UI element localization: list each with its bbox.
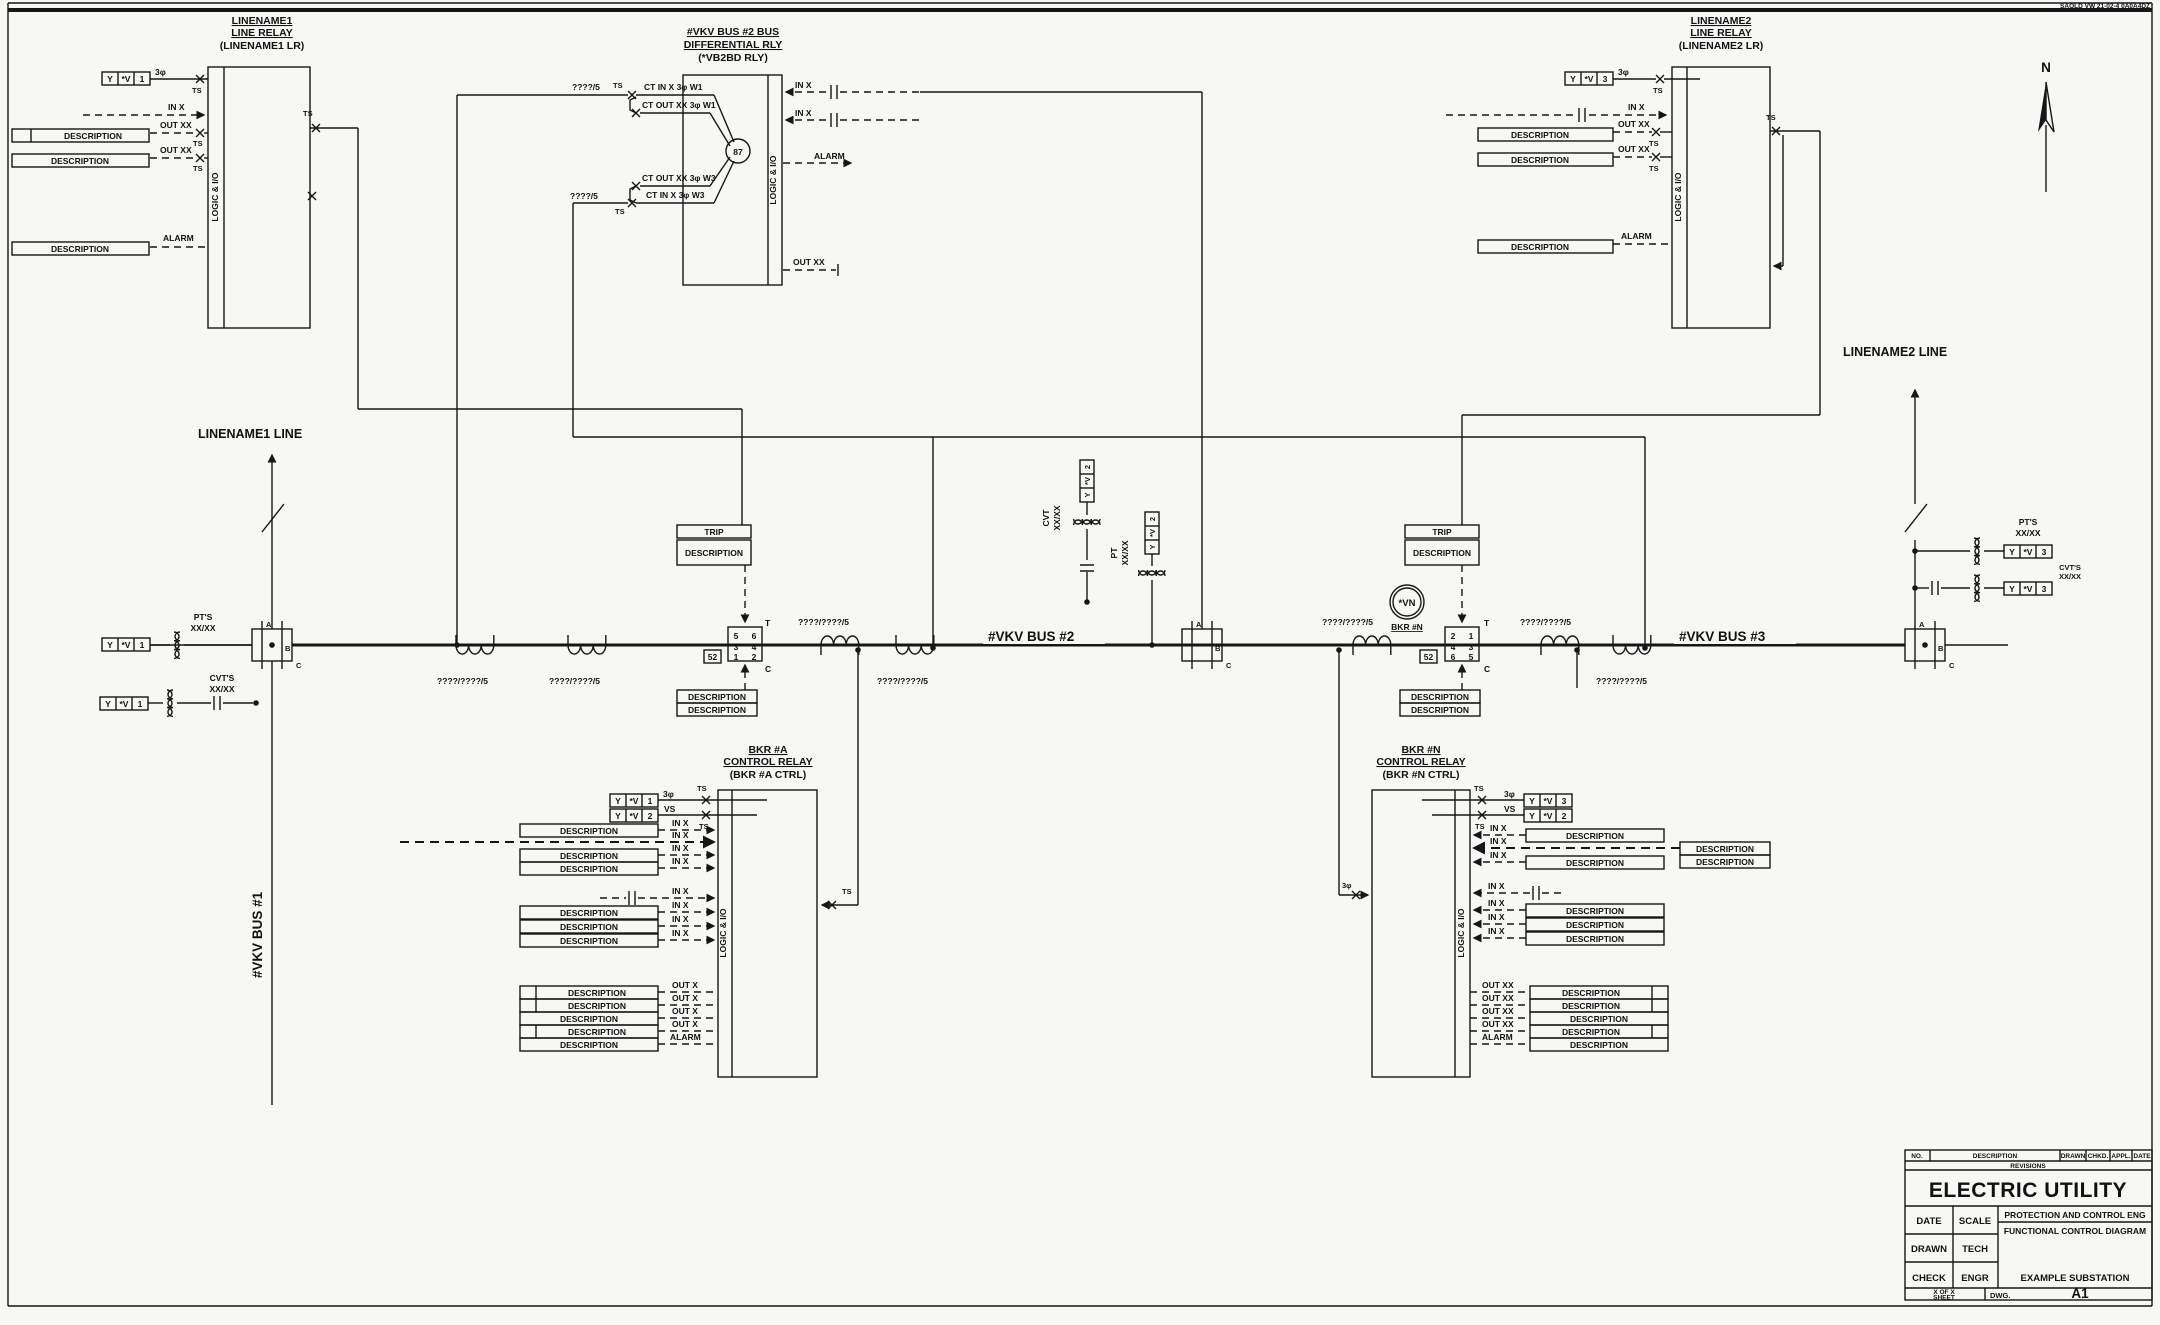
ct-ratio: ????/????/5	[549, 676, 600, 686]
cvts-ratio: XX/XX	[2058, 572, 2082, 581]
description-box: DESCRIPTION	[567, 1001, 627, 1011]
out-label: OUT XX	[1482, 1006, 1514, 1016]
device-cell: 2	[1083, 464, 1092, 470]
ts-label: TS	[1653, 86, 1663, 95]
close-description: DESCRIPTION	[687, 705, 747, 715]
ts-label: TS	[1649, 164, 1659, 173]
out-label: OUT X	[672, 980, 698, 990]
in-label: IN X	[1490, 836, 1507, 846]
bkr-a-control-relay	[400, 650, 858, 1077]
center-pt-tap	[1109, 512, 1165, 648]
device-cell: 2	[1561, 811, 1567, 821]
phase-label: 3φ	[1504, 789, 1515, 799]
pin: 1	[1468, 631, 1474, 641]
device-cell: Y	[107, 640, 113, 650]
vn-device: *VN	[1398, 598, 1416, 609]
ts-label: TS	[303, 109, 313, 118]
out-label: OUT XX	[1482, 980, 1514, 990]
device-cell: Y	[2009, 547, 2015, 557]
breaker-a	[677, 525, 771, 716]
pin: 3	[733, 642, 739, 652]
in-label: IN X	[672, 843, 689, 853]
relay-title: DIFFERENTIAL RLY	[683, 39, 783, 51]
out-label: OUT XX	[1618, 119, 1650, 129]
ts-label: TS	[193, 164, 203, 173]
linename1-line-riser	[198, 427, 302, 1105]
relay-title: LINE RELAY	[1690, 27, 1752, 39]
bkr-n-tag: BKR #N	[1391, 622, 1423, 632]
rev-col-drawn: DRAWN	[2060, 1153, 2086, 1160]
engr-cell: ENGR	[1961, 1273, 1989, 1284]
in-label: IN X	[672, 900, 689, 910]
phase-c-label: C	[296, 661, 302, 670]
linename1-relay	[12, 15, 358, 328]
relay-title: BKR #N	[1401, 744, 1441, 756]
linename2-line-riser	[1843, 345, 1947, 621]
device-cell: 1	[139, 640, 145, 650]
trip-description: DESCRIPTION	[1412, 548, 1472, 558]
ct-ratio: ????/????/5	[877, 676, 928, 686]
phase-b-label: B	[1215, 644, 1221, 653]
description-box: DESCRIPTION	[63, 131, 123, 141]
trip-terminal-label: T	[1484, 618, 1490, 628]
ct-out-w3: CT OUT XX 3φ W3	[642, 173, 716, 183]
in-label: IN X	[1488, 898, 1505, 908]
description-box: DESCRIPTION	[50, 156, 110, 166]
ts-label: TS	[842, 887, 852, 896]
description-box: DESCRIPTION	[559, 936, 619, 946]
center-cvt-tap	[1041, 460, 1100, 605]
device-cell: 1	[647, 796, 653, 806]
project-label: EXAMPLE SUBSTATION	[2020, 1273, 2130, 1284]
out-label: OUT XX	[793, 257, 825, 267]
logic-io-label: LOGIC & I/O	[1456, 908, 1466, 958]
cvt-ratio: XX/XX	[1052, 505, 1062, 531]
description-box: DESCRIPTION	[559, 922, 619, 932]
ct-ratio: ????/????/5	[1322, 617, 1373, 627]
vs-label: VS	[664, 804, 676, 814]
alarm-label: ALARM	[1482, 1032, 1513, 1042]
in-label: IN X	[672, 914, 689, 924]
rev-col-date: DATE	[2133, 1153, 2151, 1160]
in-label: IN X	[1488, 881, 1505, 891]
in-label: IN X	[1488, 926, 1505, 936]
relay-title: LINENAME2	[1690, 15, 1752, 27]
device-cell: *V	[121, 640, 131, 650]
north-label: N	[2041, 60, 2051, 75]
logic-io-label: LOGIC & I/O	[718, 908, 728, 958]
trip-box: TRIP	[704, 527, 724, 537]
close-terminal-label: C	[765, 664, 772, 674]
description-box: DESCRIPTION	[1695, 857, 1755, 867]
in-label: IN X	[672, 886, 689, 896]
bus2-differential-relay	[457, 26, 920, 285]
relay-title: (BKR #A CTRL)	[729, 769, 807, 781]
out-label: OUT XX	[1482, 1019, 1514, 1029]
ct-ratio: ????/????/5	[437, 676, 488, 686]
bus1-label: #VKV BUS #1	[250, 891, 265, 979]
description-box: DESCRIPTION	[559, 826, 619, 836]
description-box: DESCRIPTION	[559, 908, 619, 918]
out-label: OUT X	[672, 1019, 698, 1029]
description-box: DESCRIPTION	[1565, 906, 1625, 916]
phase-c-label: C	[1949, 661, 1955, 670]
out-label: OUT XX	[1482, 993, 1514, 1003]
phase-a-label: A	[266, 620, 272, 629]
device-cell: Y	[1570, 74, 1576, 84]
description-box: DESCRIPTION	[559, 1040, 619, 1050]
pin: 6	[751, 631, 757, 641]
linename2-line-label: LINENAME2 LINE	[1843, 345, 1948, 359]
phase-label: 3φ	[1618, 67, 1629, 77]
device-cell: Y	[107, 74, 113, 84]
relay-title: (BKR #N CTRL)	[1382, 769, 1460, 781]
description-box: DESCRIPTION	[1569, 1014, 1629, 1024]
bus3-label: #VKV BUS #3	[1679, 629, 1766, 644]
phase-b-label: B	[285, 644, 291, 653]
in-label: IN X	[1488, 912, 1505, 922]
vs-label: VS	[1504, 804, 1516, 814]
phase-c-label: C	[1226, 661, 1232, 670]
pt-label: PT	[1109, 547, 1119, 559]
relay-title: CONTROL RELAY	[1376, 756, 1466, 768]
52-device-label: 52	[707, 652, 718, 662]
relay-title: #VKV BUS #2 BUS	[686, 26, 780, 38]
in-label: IN X	[795, 108, 812, 118]
phase-label: 3φ	[1342, 881, 1352, 890]
description-box: DESCRIPTION	[1561, 1027, 1621, 1037]
pin: 1	[733, 652, 739, 662]
ct-ratio: ????/5	[572, 82, 600, 92]
device-cell: *V	[629, 811, 639, 821]
pts-label: PT'S	[2018, 517, 2038, 527]
ct-in-w3: CT IN X 3φ W3	[646, 190, 705, 200]
device-cell: *V	[1543, 811, 1553, 821]
out-label: OUT XX	[1618, 144, 1650, 154]
left-cvt-tap	[100, 673, 259, 716]
ts-label: TS	[615, 207, 625, 216]
in-label: IN X	[168, 102, 185, 112]
north-arrow	[2038, 60, 2054, 192]
logic-io-label: LOGIC & I/O	[210, 172, 220, 222]
trip-terminal-label: T	[765, 618, 771, 628]
device-cell: Y	[615, 796, 621, 806]
phase-a-label: A	[1919, 620, 1925, 629]
device-cell: *V	[1543, 796, 1553, 806]
alarm-label: ALARM	[1621, 231, 1652, 241]
close-description: DESCRIPTION	[1410, 705, 1470, 715]
relay-title: BKR #A	[748, 744, 788, 756]
relay-title: (LINENAME2 LR)	[1678, 40, 1764, 52]
pin: 4	[751, 642, 757, 652]
pt-ratio: XX/XX	[1120, 540, 1130, 566]
device-cell: Y	[1529, 796, 1535, 806]
out-label: OUT XX	[160, 145, 192, 155]
logic-io-label: LOGIC & I/O	[1673, 172, 1683, 222]
device-cell: *V	[1083, 477, 1092, 485]
device-cell: *V	[2023, 547, 2033, 557]
cvts-label: CVT'S	[209, 673, 235, 683]
device-cell: Y	[1148, 544, 1157, 550]
pin: 2	[751, 652, 757, 662]
linename1-line-label: LINENAME1 LINE	[198, 427, 303, 441]
device-cell: *V	[1148, 529, 1157, 537]
close-description: DESCRIPTION	[687, 692, 747, 702]
right-pt-tap	[1912, 517, 2052, 564]
device-cell: *V	[2023, 584, 2033, 594]
phase-label: 3φ	[155, 67, 166, 77]
device-cell: Y	[615, 811, 621, 821]
relay-title: LINENAME1	[231, 15, 293, 27]
pts-ratio: XX/XX	[2015, 528, 2041, 538]
title-block	[1905, 1150, 2152, 1302]
scale-cell: SCALE	[1958, 1216, 1992, 1227]
description-box: DESCRIPTION	[559, 851, 619, 861]
description-box: DESCRIPTION	[1565, 934, 1625, 944]
device-cell: 3	[1561, 796, 1567, 806]
87-element: 87	[733, 147, 743, 157]
pin: 5	[733, 631, 739, 641]
trip-box: TRIP	[1432, 527, 1452, 537]
cvts-label: CVT'S	[2059, 563, 2081, 572]
close-terminal-label: C	[1484, 664, 1491, 674]
description-box: DESCRIPTION	[559, 1014, 619, 1024]
phase-b-label: B	[1938, 644, 1944, 653]
company-name: ELECTRIC UTILITY	[1928, 1179, 2128, 1202]
device-cell: *V	[1584, 74, 1594, 84]
linename2-relay	[1446, 15, 1820, 328]
in-label: IN X	[672, 856, 689, 866]
alarm-label: ALARM	[814, 151, 845, 161]
description-box: DESCRIPTION	[1695, 844, 1755, 854]
in-label: IN X	[795, 80, 812, 90]
device-cell: 3	[1602, 74, 1608, 84]
sheet-label: SHEET	[1933, 1294, 1955, 1302]
description-box: DESCRIPTION	[1510, 155, 1570, 165]
check-cell: CHECK	[1912, 1273, 1946, 1284]
date-cell: DATE	[1916, 1216, 1942, 1227]
description-box: DESCRIPTION	[567, 1027, 627, 1037]
dept-label: PROTECTION AND CONTROL ENG	[2004, 1210, 2146, 1220]
description-box: DESCRIPTION	[1510, 242, 1570, 252]
device-cell: 3	[2041, 547, 2047, 557]
ts-label: TS	[697, 784, 707, 793]
phase-a-label: A	[1196, 620, 1202, 629]
description-box: DESCRIPTION	[1561, 988, 1621, 998]
pin: 3	[1468, 642, 1474, 652]
description-box: DESCRIPTION	[1565, 920, 1625, 930]
device-cell: *V	[629, 796, 639, 806]
ts-label: TS	[1475, 822, 1485, 831]
out-label: OUT XX	[160, 120, 192, 130]
logic-io-label: LOGIC & I/O	[768, 155, 778, 205]
bus2-label: #VKV BUS #2	[988, 629, 1075, 644]
pin: 6	[1450, 652, 1456, 662]
sheet-count: X OF X	[1933, 1289, 1955, 1296]
description-box: DESCRIPTION	[50, 244, 110, 254]
description-box: DESCRIPTION	[1510, 130, 1570, 140]
device-cell: *V	[119, 699, 129, 709]
in-label: IN X	[672, 830, 689, 840]
ct-in-w1: CT IN X 3φ W1	[644, 82, 703, 92]
ts-label: TS	[1766, 113, 1776, 122]
close-description: DESCRIPTION	[1410, 692, 1470, 702]
description-box: DESCRIPTION	[567, 988, 627, 998]
rev-col-chkd: CHKD.	[2087, 1153, 2109, 1160]
revisions-label: REVISIONS	[2010, 1163, 2046, 1170]
ts-label: TS	[1474, 784, 1484, 793]
right-cvt-tap	[1912, 563, 2081, 601]
relay-title: LINE RELAY	[231, 27, 293, 39]
cvts-ratio: XX/XX	[209, 684, 235, 694]
ts-label: TS	[1649, 139, 1659, 148]
pin: 5	[1468, 652, 1474, 662]
device-cell: Y	[1529, 811, 1535, 821]
in-label: IN X	[672, 818, 689, 828]
in-label: IN X	[672, 928, 689, 938]
device-cell: 1	[137, 699, 143, 709]
in-label: IN X	[1490, 850, 1507, 860]
ct-out-w1: CT OUT XX 3φ W1	[642, 100, 716, 110]
pts-ratio: XX/XX	[190, 623, 216, 633]
trip-description: DESCRIPTION	[684, 548, 744, 558]
left-pt-tap	[102, 612, 252, 658]
relay-title: (LINENAME1 LR)	[219, 40, 305, 52]
bkr-n-control-relay	[1339, 650, 1770, 1077]
relay-title: (*VB2BD RLY)	[698, 52, 768, 64]
description-box: DESCRIPTION	[1561, 1001, 1621, 1011]
device-cell: Y	[1083, 492, 1092, 498]
cvt-label: CVT	[1041, 509, 1051, 527]
dwg-number: A1	[2071, 1286, 2089, 1301]
description-box: DESCRIPTION	[1565, 858, 1625, 868]
ct-ratio: ????/????/5	[798, 617, 849, 627]
out-label: OUT X	[672, 993, 698, 1003]
pts-label: PT'S	[193, 612, 213, 622]
sheet-border	[8, 3, 2152, 1306]
device-cell: 3	[2041, 584, 2047, 594]
rev-col-appl: APPL.	[2111, 1153, 2131, 1160]
device-cell: 1	[139, 74, 145, 84]
dwg-label: DWG.	[1990, 1291, 2011, 1300]
52-device-label: 52	[1423, 652, 1434, 662]
alarm-label: ALARM	[670, 1032, 701, 1042]
bus-labels	[983, 627, 1796, 644]
ct-ratio: ????/????/5	[1596, 676, 1647, 686]
pin: 4	[1450, 642, 1456, 652]
device-cell: Y	[2009, 584, 2015, 594]
tech-cell: TECH	[1962, 1244, 1988, 1255]
in-label: IN X	[1490, 823, 1507, 833]
description-box: DESCRIPTION	[1565, 831, 1625, 841]
out-label: OUT X	[672, 1006, 698, 1016]
description-box: DESCRIPTION	[559, 864, 619, 874]
phase-label: 3φ	[663, 789, 674, 799]
ts-label: TS	[193, 139, 203, 148]
doc-type-label: FUNCTIONAL CONTROL DIAGRAM	[2003, 1226, 2147, 1236]
alarm-label: ALARM	[163, 233, 194, 243]
relay-title: CONTROL RELAY	[723, 756, 813, 768]
ts-label: TS	[192, 86, 202, 95]
device-cell: 2	[647, 811, 653, 821]
device-cell: *V	[121, 74, 131, 84]
plot-stamp: SAOLD VW 21-02-4 0A0A4DZ	[2060, 3, 2150, 10]
breaker-n	[1390, 525, 1490, 716]
rev-col-description: DESCRIPTION	[1972, 1153, 2018, 1160]
device-cell: Y	[105, 699, 111, 709]
rev-col-no: NO.	[1911, 1153, 1923, 1160]
ct-ratio: ????/5	[570, 191, 598, 201]
drawn-cell: DRAWN	[1911, 1244, 1947, 1255]
ct-ratio: ????/????/5	[1520, 617, 1571, 627]
description-box: DESCRIPTION	[1569, 1040, 1629, 1050]
device-cell: 2	[1148, 516, 1157, 522]
in-label: IN X	[1628, 102, 1645, 112]
ts-label: TS	[699, 822, 709, 831]
pin: 2	[1450, 631, 1456, 641]
ts-label: TS	[613, 81, 623, 90]
